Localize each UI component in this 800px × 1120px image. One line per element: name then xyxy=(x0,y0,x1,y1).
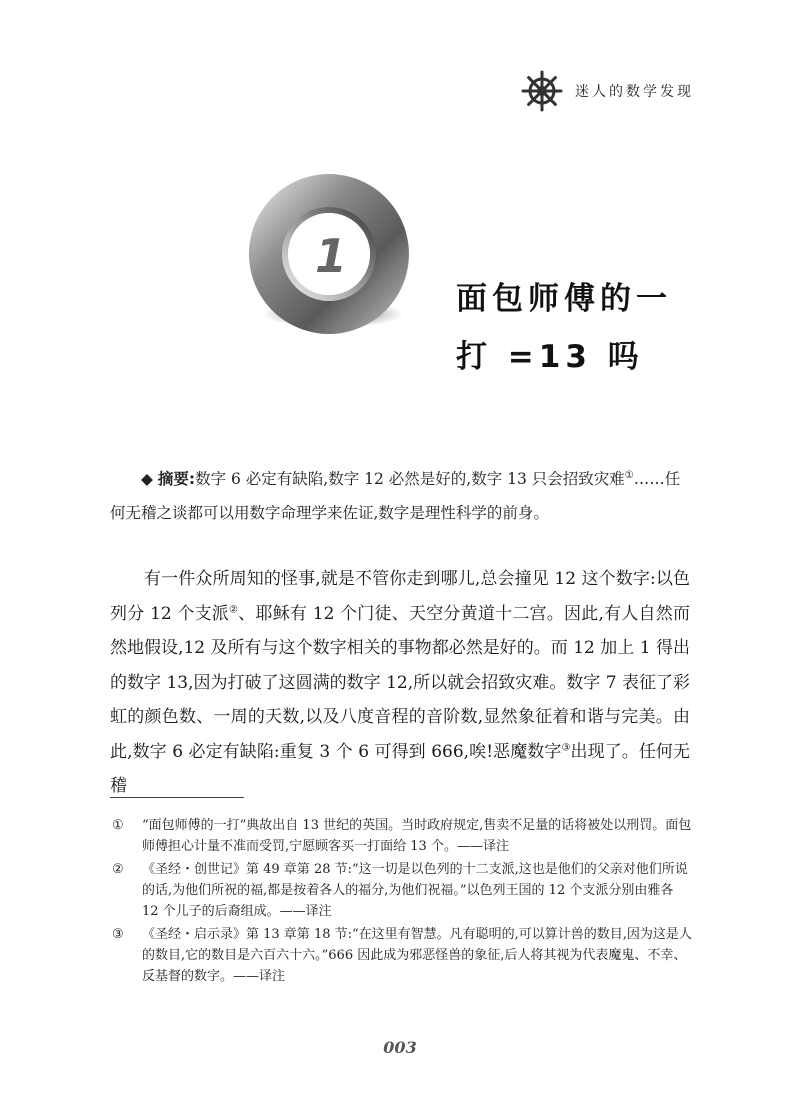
abstract xyxy=(110,462,690,530)
footnote-ref-2[interactable]: ② xyxy=(229,603,239,615)
abstract-text-start: 数字 6 必定有缺陷,数字 12 必然是好的,数字 13 只会招致灾难 xyxy=(195,470,625,488)
body-text-part-3: 出现了。任何无稽 xyxy=(110,741,691,796)
book-title: 迷人的数学发现 xyxy=(575,84,694,100)
abstract-bullet: ◆ xyxy=(141,470,153,488)
chapter-number: 1 xyxy=(314,229,348,283)
page-number: 003 xyxy=(383,1038,417,1057)
footnote-text: “面包师傅的一打”典故出自 13 世纪的英国。当时政府规定,售卖不足量的话将被处以刑罚。面包师傅担心计量不准而受罚,宁愿顾客买一打面给 13 个。——译注 xyxy=(142,818,692,854)
body-paragraph xyxy=(110,562,690,804)
footnote-1 xyxy=(112,815,692,857)
running-header xyxy=(521,70,694,112)
footnote-mark: ② xyxy=(112,862,124,877)
abstract-text-end: ……任何无稽之谈都可以用数字命理学来佐证,数字是理性科学的前身。 xyxy=(110,470,681,522)
footnote-3 xyxy=(112,924,692,987)
footnote-ref-3[interactable]: ③ xyxy=(561,741,571,753)
footnote-divider xyxy=(110,797,244,798)
abstract-label: 摘要: xyxy=(157,470,196,488)
ship-wheel-icon xyxy=(521,70,563,112)
footnote-2 xyxy=(112,859,692,922)
chapter-title xyxy=(456,270,756,386)
chapter-title-line-1: 面包师傅的一 xyxy=(456,281,672,317)
footnote-ref-1[interactable]: ① xyxy=(624,469,634,481)
footnotes xyxy=(112,815,692,989)
chapter-title-line-2: 打 =13 吗 xyxy=(456,339,644,375)
body-text-part-2: 、耶稣有 12 个门徒、天空分黄道十二宫。因此,有人自然而然地假设,12 及所有与这个数字相关的事物都必然是好的。而 12 加上 1 得出的数字 13,因为打破了这圆满的数字 12,所以就会招致灾难。数字 7 表征了彩虹的颜色数、一周的天数,以及八度音程的音阶数,显然象征着和谐与完美。由此,数字 6 必定有缺陷:重复 3 个 6 可得到 666,唉!恶魔数字 xyxy=(110,603,691,762)
chapter-number-badge xyxy=(243,168,415,340)
footnote-mark: ① xyxy=(112,818,124,833)
body-text-part-1: 有一件众所周知的怪事,就是不管你走到哪儿,总会撞见 12 这个数字:以色列分 12 个支派 xyxy=(110,569,690,624)
footnote-text: 《圣经・创世记》第 49 章第 28 节:“这一切是以色列的十二支派,这也是他们的父亲对他们所说的话,为他们所祝的福,都是按着各人的福分,为他们祝福。”以色列王国的 12 个支派分别由雅各 12 个儿子的后裔组成。——译注 xyxy=(142,862,688,919)
footnote-text: 《圣经・启示录》第 13 章第 18 节:“在这里有智慧。凡有聪明的,可以算计兽的数目,因为这是人的数目,它的数目是六百六十六。”666 因此成为邪恶怪兽的象征,后人将其视为代表魔鬼、不幸、反基督的数字。——译注 xyxy=(142,927,692,984)
footnote-mark: ③ xyxy=(112,927,124,942)
